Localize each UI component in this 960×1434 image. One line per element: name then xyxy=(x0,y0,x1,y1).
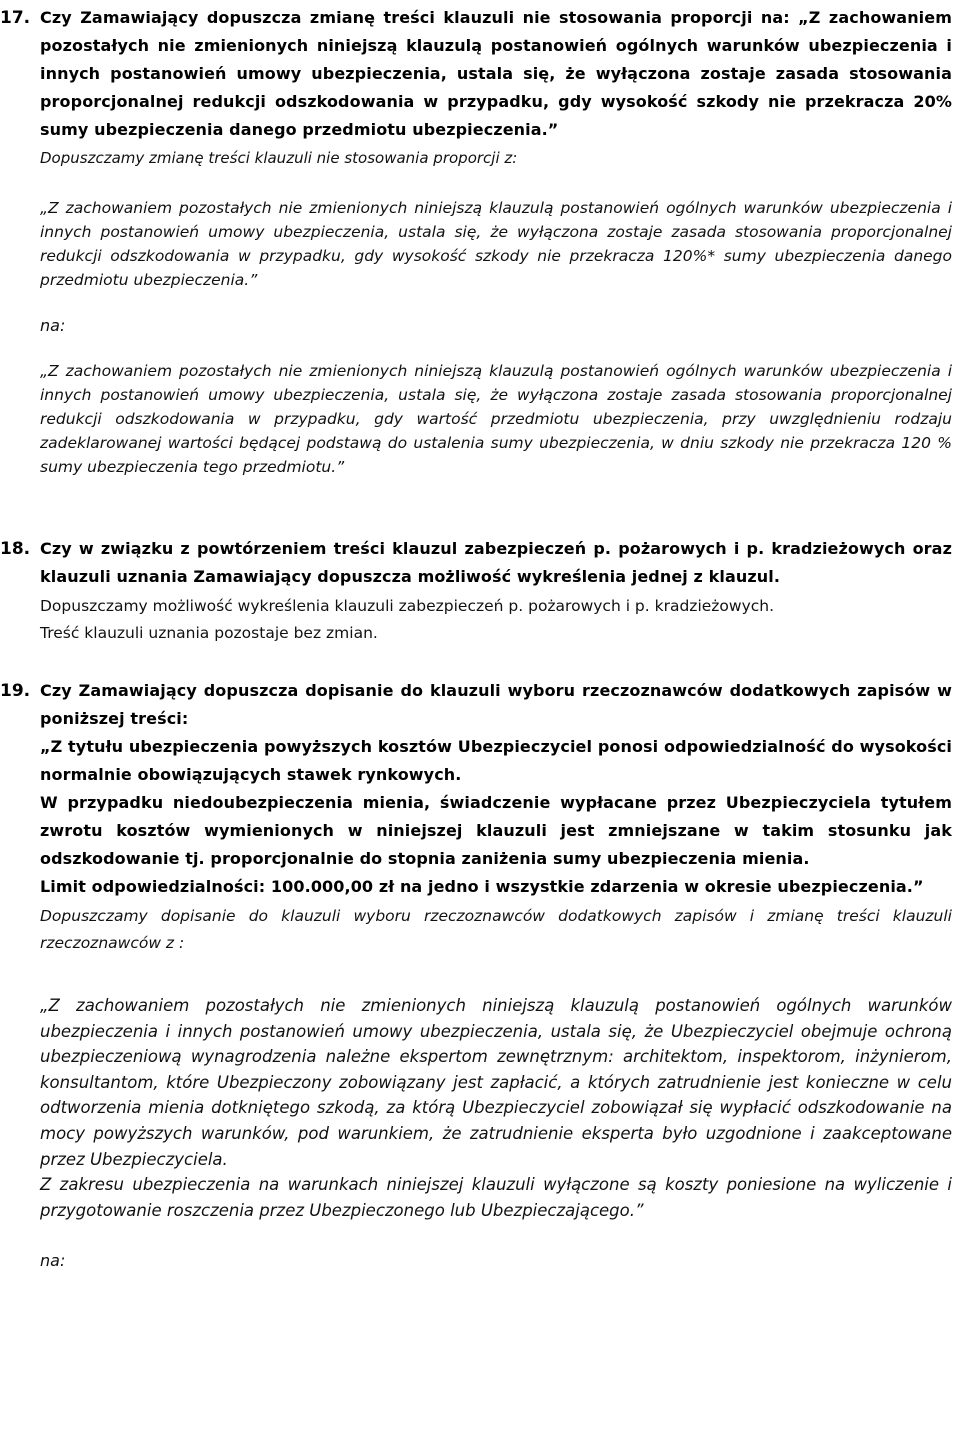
quoted-clause-original-tail: Z zakresu ubezpieczenia na warunkach niniejszej klauzuli wyłączone są koszty poniesione na wyliczenie i przygotowanie roszczenia przez Ubezpieczonego lub Ubezpieczającego.” xyxy=(40,1175,952,1220)
question-text: Czy w związku z powtórzeniem treści klauzul zabezpieczeń p. pożarowych i p. kradzieżowych oraz klauzuli uznania Zamawiający dopuszcza możliwość wykreślenia jednej z klauzul. xyxy=(40,539,952,586)
na-label: na: xyxy=(40,1251,66,1271)
question-text: Limit odpowiedzialności: 100.000,00 zł na jedno i wszystkie zdarzenia w okresie ubezpieczenia.” xyxy=(40,877,924,896)
na-label: na: xyxy=(40,316,66,335)
question-text: Czy Zamawiający dopuszcza zmianę treści klauzuli nie stosowania proporcji na: „Z zachowaniem pozostałych nie zmienionych niniejszą klauzulą postanowień ogólnych warunków ubezpieczenia i innych postanowień umowy ubezpieczenia, ustala się, że wyłączona zostaje zasada stosowania proporcjonalnej redukcji odszkodowania w przypadku, gdy wysokość szkody nie przekracza 20% sumy ubezpieczenia danego przedmiotu ubezpieczenia.” xyxy=(40,8,952,139)
question-text: „Z tytułu ubezpieczenia powyższych kosztów Ubezpieczyciel ponosi odpowiedzialność do wysokości normalnie obowiązujących stawek rynkowych. xyxy=(40,737,952,784)
question-text: W przypadku niedoubezpieczenia mienia, świadczenie wypłacane przez Ubezpieczyciela tytułem zwrotu kosztów wymienionych w niniejszej klauzuli jest zmniejszane w takim stosunku jak odszkodowanie tj. proporcjonalnie do stopnia zaniżenia sumy ubezpieczenia mienia. xyxy=(40,793,952,868)
answer-line: Dopuszczamy możliwość wykreślenia klauzuli zabezpieczeń p. pożarowych i p. kradzieżowych. xyxy=(40,597,775,615)
quoted-clause-new: „Z zachowaniem pozostałych nie zmienionych niniejszą klauzulą postanowień ogólnych warunków ubezpieczenia i innych postanowień umowy ubezpieczenia, ustala się, że wyłączona zostaje zasada stosowania proporcjonalnej redukcji odszkodowania w przypadku, gdy wartość przedmiotu ubezpieczenia, przy uwzględnieniu rodzaju zadeklarowanej wartości będącej podstawą do ustalenia sumy ubezpieczenia, w dniu szkody nie przekracza 120 % sumy ubezpieczenia tego przedmiotu.” xyxy=(40,362,952,476)
question-number: 19. xyxy=(0,681,31,701)
question-19 xyxy=(0,677,952,901)
answer-line: Treść klauzuli uznania pozostaje bez zmian. xyxy=(40,624,378,642)
question-number: 17. xyxy=(0,8,31,28)
question-text: Czy Zamawiający dopuszcza dopisanie do klauzuli wyboru rzeczoznawców dodatkowych zapisów w poniższej treści: xyxy=(40,681,952,728)
answer-intro: Dopuszczamy zmianę treści klauzuli nie stosowania proporcji z: xyxy=(40,149,518,167)
answer-intro: Dopuszczamy dopisanie do klauzuli wyboru rzeczoznawców dodatkowych zapisów i zmianę treści klauzuli rzeczoznawców z : xyxy=(40,907,952,952)
question-18 xyxy=(0,535,952,591)
question-17 xyxy=(0,4,952,144)
quoted-clause-original: „Z zachowaniem pozostałych nie zmienionych niniejszą klauzulą postanowień ogólnych warunków ubezpieczenia i innych postanowień umowy ubezpieczenia, ustala się, że Ubezpieczyciel obejmuje ochroną ubezpieczeniową wynagrodzenia należne ekspertom zewnętrznym: architektom, inspektorom, inżynierom, konsultantom, które Ubezpieczony zobowiązany jest zapłacić, a których zatrudnienie jest konieczne w celu odtworzenia mienia dotkniętego szkodą, za którą Ubezpieczyciel zobowiązał się wypłacić odszkodowanie na mocy powyższych warunków, pod warunkiem, że zatrudnienie eksperta było uzgodnione i zaakceptowane przez Ubezpieczyciela. xyxy=(40,996,952,1169)
question-number: 18. xyxy=(0,539,31,559)
quoted-clause-original: „Z zachowaniem pozostałych nie zmienionych niniejszą klauzulą postanowień ogólnych warunków ubezpieczenia i innych postanowień umowy ubezpieczenia, ustala się, że wyłączona zostaje zasada stosowania proporcjonalnej redukcji odszkodowania w przypadku, gdy wysokość szkody nie przekracza 120%* sumy ubezpieczenia danego przedmiotu ubezpieczenia.” xyxy=(40,199,952,289)
